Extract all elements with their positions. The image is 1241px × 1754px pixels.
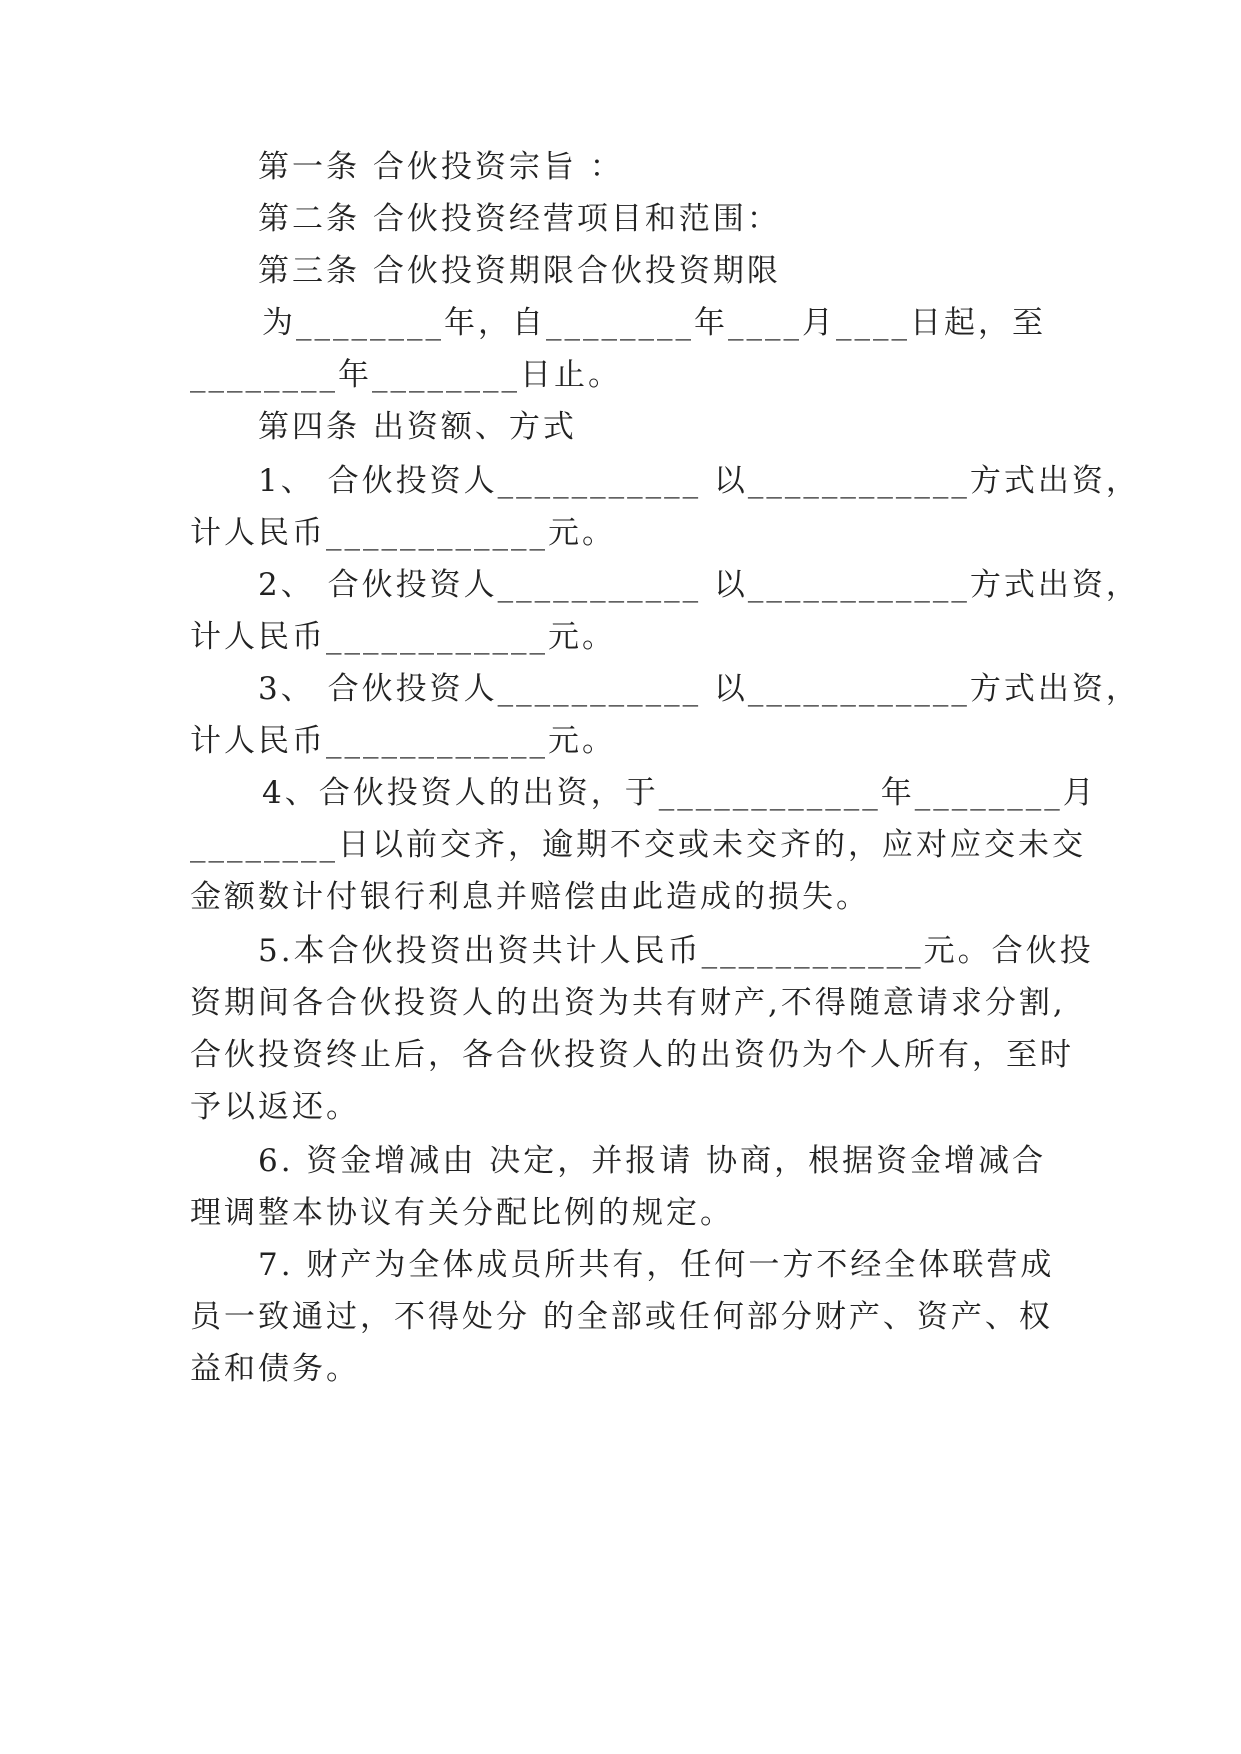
article-3-term: 第三条 合伙投资期限合伙投资期限 [258, 253, 781, 289]
clause-5-line-4: 予以返还。 [190, 1089, 360, 1125]
clause-7-line-3: 益和债务。 [190, 1351, 360, 1387]
article-2-scope: 第二条 合伙投资经营项目和范围： [258, 201, 781, 237]
contribution-3-line-2: 计人民币____________元。 [190, 723, 616, 759]
contribution-1-line-1: 1、 合伙投资人___________ 以____________方式出资， [258, 463, 1140, 499]
clause-5-line-1: 5.本合伙投资出资共计人民币____________元。合伙投 [258, 933, 1094, 969]
contribution-2-line-1: 2、 合伙投资人___________ 以____________方式出资， [258, 567, 1140, 603]
article-3-term-line-3: ________年________日止。 [190, 357, 622, 393]
clause-6-line-2: 理调整本协议有关分配比例的规定。 [190, 1195, 734, 1231]
clause-7-line-2: 员一致通过，不得处分 的全部或任何部分财产、资产、权 [190, 1299, 1053, 1335]
contribution-3-line-1: 3、 合伙投资人___________ 以____________方式出资， [258, 671, 1140, 707]
clause-7-line-1: 7. 财产为全体成员所共有，任何一方不经全体联营成 [258, 1247, 1055, 1283]
contribution-4-line-2: ________日以前交齐，逾期不交或未交齐的，应对应交未交 [190, 827, 1086, 863]
article-4-contribution: 第四条 出资额、方式 [258, 409, 577, 445]
contribution-1-line-2: 计人民币____________元。 [190, 515, 616, 551]
article-1-purpose: 第一条 合伙投资宗旨 ： [258, 149, 624, 185]
contribution-4-line-1: 4、合伙投资人的出资，于____________年________月 [262, 775, 1097, 811]
clause-5-line-2: 资期间各合伙投资人的出资为共有财产,不得随意请求分割, [190, 985, 1066, 1021]
clause-5-line-3: 合伙投资终止后，各合伙投资人的出资仍为个人所有，至时 [190, 1037, 1074, 1073]
article-3-term-line-2: 为________年，自________年____月____日起，至 [262, 305, 1046, 341]
clause-6-line-1: 6. 资金增减由 决定，并报请 协商，根据资金增减合 [258, 1143, 1047, 1179]
contribution-4-line-3: 金额数计付银行利息并赔偿由此造成的损失。 [190, 879, 870, 915]
contribution-2-line-2: 计人民币____________元。 [190, 619, 616, 655]
